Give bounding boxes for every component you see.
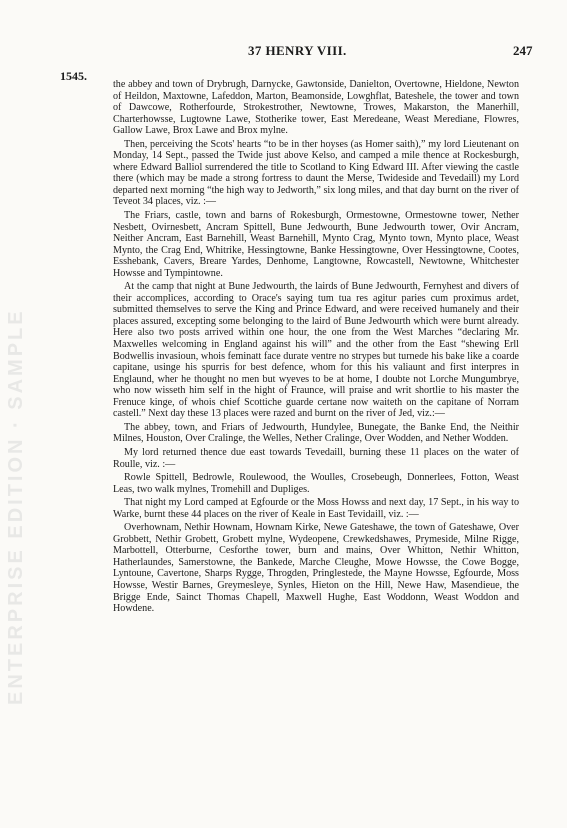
paragraph-1: the abbey and town of Drybrugh, Darnycke, Gawtonside, Danielton, Overtowne, Hieldone, Newton of Heildon, Maxtowne, Lafeddon, Marton, Beamonside, Lowghflat, Bateshele, the tower and town of Dawcowe, Rotherfourde, Strokestrother, Newtowne, Trowes, Makarston, the Manerhill, Charterhowsse, Lugtowne Lawe, Stotherike tower, East Meredeane, Weast Merediane, Flowres, Gallow Lawe, Brox Lawe and Brox mylne. [113, 79, 519, 137]
paragraph-3: The Friars, castle, town and barns of Rokesburgh, Ormestowne, Ormestowne tower, Nether Nesbett, Ovirnesbett, Ancram Spittell, Bune Jedwourth, Bune Jedwourth tower, Ovir Ancram, Neither Ancram, East Barnehill, Weast Barnehill, Mynto Crag, Mynto town, Mynto place, Weast Mynto, the Crag End, Whitrike, Hessingtowne, Banke Hessingtowne, Over Hessingtowne, Cootes, Esshebank, Cavers, Breare Yardes, Denhome, Langtowne, Rowcastell, Newtowne, Whitchester Howsse and Tympintowne. [113, 210, 519, 279]
watermark-text: ENTERPRISE EDITION · SAMPLE [5, 308, 27, 705]
running-title: 37 HENRY VIII. [248, 43, 347, 58]
running-header [0, 43, 567, 61]
paragraph-5: The abbey, town, and Friars of Jedwourth, Hundylee, Bunegate, the Banke End, the Neithir Milnes, Houston, Over Cralinge, the Welles, Nether Cralinge, Over Wodden, and Nether Wodden. [113, 421, 519, 445]
paragraph-7: Rowle Spittell, Bedrowle, Roulewood, the Woulles, Crosebeugh, Donnerlees, Fotton, Weast Leas, two walk mylnes, Tromehill and Dupliges. [113, 472, 519, 495]
paragraph-9: Overhownam, Nethir Hownam, Hownam Kirke, Newe Gateshawe, the town of Gateshawe, Over Grobbett, Nethir Grobett, Grobett mylne, Wydeopene, Crewkedshawes, Prymeside, Milne Rigge, Marbottell, Otterburne, Cesforthe tower, burn and mains, Over Whitton, Nethir Whitton, Hatherlaundes, Samerstowne, the Bankede, Marche Cleughe, Mowe Howsse, the Cowe Bogge, Lyntoune, Cavertone, Sharps Rygge, Throgden, Pringlestede, the Mayne Howsse, Egfourde, Moss Howsse, Westir Barnes, Greymesleye, Synles, Hieton on the Hill, Newe Haw, Masendieue, the Brigge Ende, Sainct Thomas Chapell, Maxwell Hughe, East Woddonn, Weast Woddon and Howdene. [113, 522, 519, 615]
page-number: 247 [513, 43, 533, 58]
paragraph-4: At the camp that night at Bune Jedwourth, the lairds of Bune Jedwourth, Fernyhest and divers of their accomplices, according to Orace's saying tum tua res agitur paries cum proximus ardet, submitted themselves to serve the King and Prince Edward, and were received humanely and their places assured, excepting some belonging to the laird of Bune Jedwourth which were burnt already. Here also two posts arrived within one hour, the one from the West Marches “declaring Mr. Maxwelles welcoming in England against his will” and the other from the East “shewing Erll Bodwellis invasioun, whois feminatt face durate ventre no strypes but turnede his bake like a coarde capitane, usinge his spurris for best defence, whom for this his valiaunt and first interpres in Englaund, wher he thought no men but wyeves to be at home, I doubte not Lorche Mungumbrye, who now wisseth him self in the hight of Fraunce, will praise and writ shortlie to his master the Frenuce kinge, of whois chief Scottiche guarde certane now waiteth on the capitane of Norram castell.” Next day these 13 places were razed and burnt on the river of Jed, viz.:— [113, 281, 519, 420]
paragraph-6: My lord returned thence due east towards Tevedaill, burning these 11 places on the water of Roulle, viz. :— [113, 446, 519, 470]
paragraph-2: Then, perceiving the Scots' hearts “to be in ther hoyses (as Homer saith),” my lord Lieutenant on Monday, 14 Sept., passed the Twide just above Kelso, and camped a mile thence at Rockesburgh, where Edward Balliol surrendered the title to Scotland to King Edward III. After viewing the castle there (which may be made a strong fortress to daunt the Merse, Twideside and Tevedaill) my Lord departed next morning “the high way to Jedworth,” six long miles, and that day burnt on the river of Teveot 34 places, viz. :— [113, 138, 519, 208]
margin-year: 1545. [60, 69, 87, 83]
side-watermark [2, 300, 36, 710]
body-text [113, 79, 519, 615]
paragraph-8: That night my Lord camped at Egfourde or the Moss Howss and next day, 17 Sept., in his way to Warke, burnt these 44 places on the river of Keale in East Tevidaill, viz. :— [113, 497, 519, 520]
